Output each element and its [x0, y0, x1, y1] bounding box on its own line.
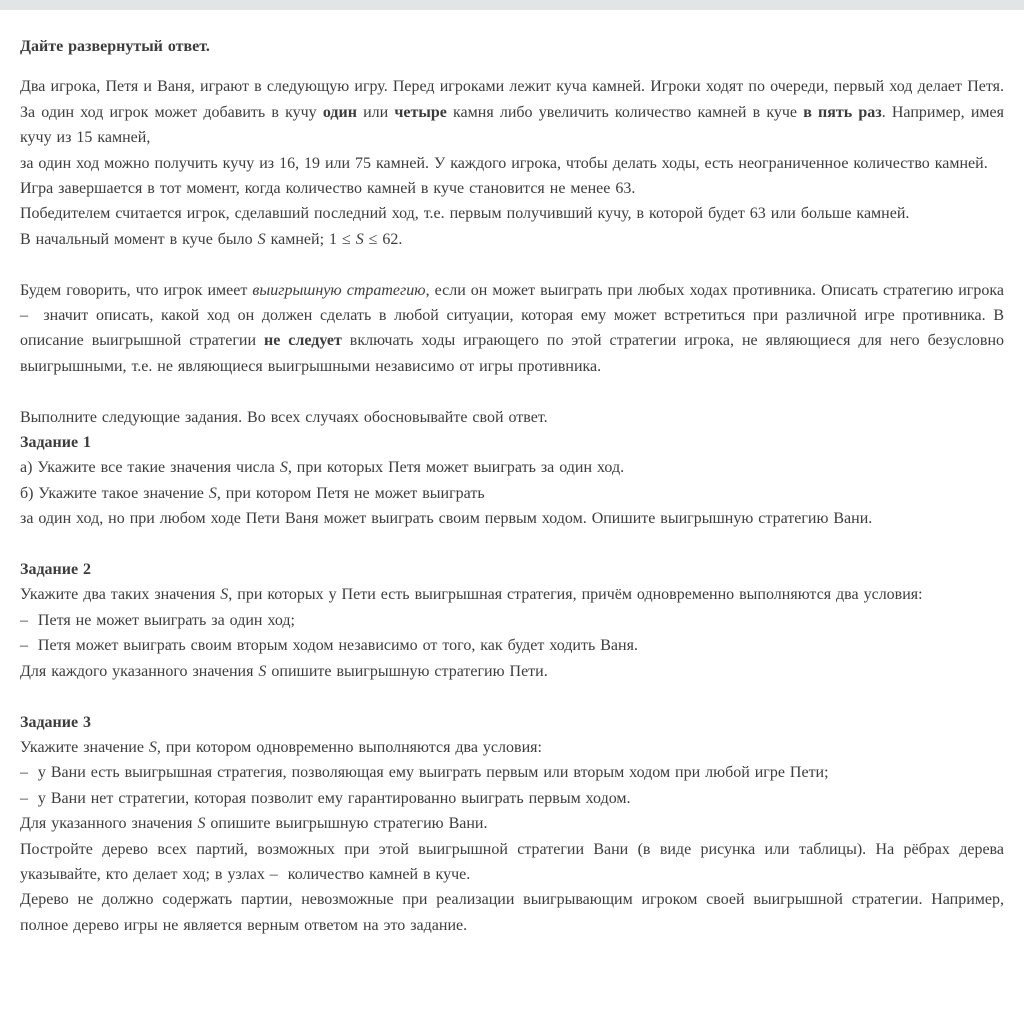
task3-closing	[20, 811, 1004, 836]
text-run: Постройте дерево всех партий, возможных при этой выигрышной стратегии Вани (в виде рисунка или таблицы). На рёбрах дерева указывайте, кто делает ход; в узлах – количество камней в куче.	[20, 840, 1004, 883]
text-run: или	[356, 103, 395, 121]
italic-text-run: S	[197, 815, 206, 833]
text-run: Дерево не должно содержать партии, невозможные при реализации выигрывающим игроком своей выигрышной стратегии. Например, полное дерево игры не является верным ответом на это задание.	[20, 891, 1004, 934]
text-run: – Петя может выиграть своим вторым ходом независимо от того, как будет ходить Ваня.	[20, 637, 638, 655]
text-run: Укажите два таких значения	[20, 586, 221, 604]
task2-closing	[20, 659, 1004, 684]
intro-paragraph-rules-1	[20, 74, 1004, 150]
italic-text-run: S	[220, 586, 229, 604]
task3-condition-2	[20, 786, 1004, 811]
task2-statement	[20, 582, 1004, 607]
top-gray-strip	[0, 0, 1024, 10]
text-run: – у Вани нет стратегии, которая позволит ему гарантированно выиграть первым ходом.	[20, 789, 631, 807]
text-run: , если он может выиграть при любых ходах противника. Описать стратегию игрока – значит описать, какой ход он должен сделать в любой ситуации, которая ему может встретиться при различной игре противника. В описание выигрышной стратегии	[20, 281, 1004, 350]
text-run: , при котором Петя не может выиграть	[216, 484, 485, 502]
paragraph-spacer	[20, 379, 1004, 404]
intro-paragraph-rules-2	[20, 151, 1004, 176]
italic-text-run: S	[208, 484, 217, 502]
text-run: ≤ 62.	[363, 230, 403, 248]
text-run: – у Вани есть выигрышная стратегия, позволяющая ему выиграть первым или вторым ходом при любой игре Пети;	[20, 764, 829, 782]
bold-text-run: Задание 3	[20, 713, 92, 731]
text-run: а) Укажите все такие значения числа	[20, 459, 280, 477]
intro-paragraph-end-condition	[20, 176, 1004, 201]
task3-heading	[20, 710, 1004, 735]
bold-text-run: не следует	[264, 332, 342, 350]
text-run: – Петя не может выиграть за один ход;	[20, 611, 295, 629]
italic-text-run: S	[279, 459, 288, 477]
text-run: Будем говорить, что игрок имеет	[20, 281, 253, 299]
document-body	[0, 10, 1024, 938]
task3-tree-note	[20, 887, 1004, 938]
text-run: , при которых у Пети есть выигрышная стратегия, причём одновременно выполняются два условия:	[228, 586, 923, 604]
italic-text-run: S	[355, 230, 364, 248]
text-run: за один ход можно получить кучу из 16, 19 или 75 камней. У каждого игрока, чтобы делать ходы, есть неограниченное количество камней.	[20, 154, 988, 172]
bold-text-run: четыре	[394, 103, 447, 121]
bold-text-run: Задание 1	[20, 434, 92, 452]
text-run: опишите выигрышную стратегию Вани.	[205, 815, 488, 833]
text-run: , при котором одновременно выполняются два условия:	[156, 738, 542, 756]
task2-condition-1	[20, 608, 1004, 633]
text-run: камня либо увеличить количество камней в куче	[446, 103, 804, 121]
bold-text-run: Дайте развернутый ответ.	[20, 38, 210, 55]
italic-text-run: S	[258, 662, 267, 680]
text-run: опишите выигрышную стратегию Пети.	[266, 662, 548, 680]
bold-text-run: один	[322, 103, 357, 121]
text-run: камней; 1 ≤	[265, 230, 356, 248]
task1-item-a	[20, 455, 1004, 480]
strategy-definition-paragraph	[20, 278, 1004, 380]
text-run: за один ход, но при любом ходе Пети Ваня может выиграть своим первым ходом. Опишите выигрышную стратегию Вани.	[20, 510, 873, 528]
task1-item-b-line1	[20, 481, 1004, 506]
bold-text-run: Задание 2	[20, 561, 92, 579]
italic-text-run: выигрышную стратегию	[252, 281, 426, 299]
prompt-heading	[20, 34, 1004, 59]
paragraph-spacer	[20, 252, 1004, 277]
text-run: Два игрока, Петя и Ваня, играют в следующую игру. Перед игроками лежит куча камней. Игроки ходят по очереди, первый ход делает Петя. За один ход игрок может добавить в кучу	[20, 78, 1004, 121]
text-run: Для каждого указанного значения	[20, 662, 259, 680]
text-run: Игра завершается в тот момент, когда количество камней в куче становится не менее 63.	[20, 180, 636, 198]
text-run: Победителем считается игрок, сделавший последний ход, т.е. первым получивший кучу, в которой будет 63 или больше камней.	[20, 205, 910, 223]
text-run: Выполните следующие задания. Во всех случаях обосновывайте свой ответ.	[20, 408, 548, 426]
paragraph-spacer	[20, 532, 1004, 557]
task3-tree-instruction	[20, 837, 1004, 888]
task2-condition-2	[20, 633, 1004, 658]
intro-paragraph-winner	[20, 201, 1004, 226]
intro-paragraph-initial-count	[20, 227, 1004, 252]
italic-text-run: S	[148, 738, 157, 756]
text-run: включать ходы играющего по этой стратегии игрока, не являющиеся для него безусловно выигрышными, т.е. не являющиеся выигрышными независимо от игры противника.	[20, 332, 1005, 375]
text-run: б) Укажите такое значение	[20, 484, 209, 502]
paragraph-spacer	[20, 684, 1004, 709]
text-run: Укажите значение	[20, 738, 149, 756]
text-run: . Например, имея кучу из 15 камней,	[20, 103, 1004, 147]
text-run: В начальный момент в куче было	[20, 230, 258, 248]
task1-heading	[20, 430, 1004, 455]
bold-text-run: в пять раз	[803, 103, 882, 121]
text-run: Для указанного значения	[20, 815, 198, 833]
tasks-intro	[20, 405, 1004, 430]
task3-statement	[20, 735, 1004, 760]
italic-text-run: S	[257, 230, 266, 248]
task3-condition-1	[20, 760, 1004, 785]
task2-heading	[20, 557, 1004, 582]
text-run: , при которых Петя может выиграть за один ход.	[287, 459, 625, 477]
task1-item-b-line2	[20, 506, 1004, 531]
